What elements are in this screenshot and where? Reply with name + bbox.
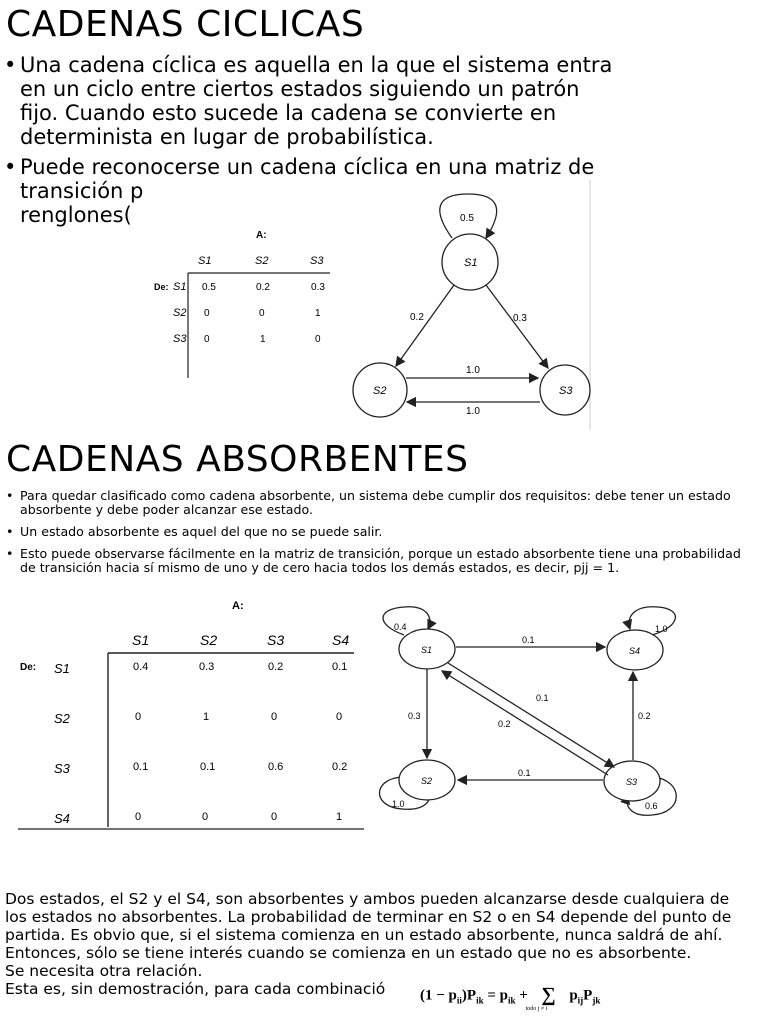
bullet-line: • Para quedar clasificado como cadena absorbente, un sistema debe cumplir dos requisitos: debe tener un estado <box>20 488 731 503</box>
bullet-line: fijo. Cuando esto sucede la cadena se convierte en <box>20 101 557 125</box>
matrix-caption: A: <box>232 600 244 612</box>
formula-part: P <box>583 987 593 1004</box>
matrix-cell: 0.4 <box>133 661 149 673</box>
matrix-cell: 0.5 <box>202 282 216 293</box>
state-label: S2 <box>373 385 387 397</box>
edge-label: 0.1 <box>522 635 535 645</box>
matrix-cell: 0.3 <box>199 661 215 673</box>
edge-label: 1.0 <box>655 624 668 634</box>
formula-part: ik <box>507 995 516 1006</box>
matrix-cell: 0 <box>259 308 265 319</box>
matrix-cell: 0 <box>204 334 210 345</box>
matrix-col-header: S1 <box>198 255 212 267</box>
matrix-col-header: S3 <box>267 632 285 648</box>
bullet-line: • Un estado absorbente es aquel del que no se puede salir. <box>20 524 383 539</box>
matrix-cell: 0.1 <box>133 761 149 773</box>
matrix-cell: 0.1 <box>200 761 216 773</box>
formula-part: jk <box>592 995 601 1006</box>
paragraph-line: Dos estados, el S2 y el S4, son absorbentes y ambos pueden alcanzarse desde cualquiera de <box>5 890 730 908</box>
matrix-cell: 0.2 <box>268 661 284 673</box>
bullet-line: absorbente y debe poder alcanzar ese estado. <box>20 502 313 517</box>
paragraph-line: partida. Es obvio que, si el sistema comienza en un estado absorbente, nunca saldrá de ahí. <box>5 926 723 944</box>
matrix-row-label: S1 <box>54 661 70 676</box>
matrix-row-prefix: De: <box>154 282 169 292</box>
edge-s3-s1 <box>442 671 608 775</box>
edge-label: 0.3 <box>513 313 527 324</box>
bullet-line: en un ciclo entre ciertos estados siguiendo un patrón <box>20 77 580 101</box>
matrix-cell: 0 <box>135 811 142 823</box>
matrix-col-header: S2 <box>200 632 218 648</box>
absorption-formula <box>420 984 601 1012</box>
matrix-caption: A: <box>256 230 267 241</box>
matrix-cell: 0.2 <box>332 761 348 773</box>
matrix-cell: 0 <box>336 711 343 723</box>
absorbing-bullet-2 <box>0 525 762 539</box>
state-label: S3 <box>626 777 638 787</box>
absorbing-bullet-3 <box>0 547 762 575</box>
matrix-cell: 0.1 <box>332 661 348 673</box>
formula-part: p <box>569 987 578 1004</box>
sigma-symbol: ∑ <box>541 984 556 1006</box>
matrix-row-label: S3 <box>173 333 187 345</box>
edge-label: 0.5 <box>460 213 474 224</box>
bullet-line: de transición hacia sí mismo de uno y de cero hacia todos los demás estados, es decir, pjj = 1. <box>20 560 620 575</box>
edge-label: 0.2 <box>638 711 651 721</box>
cyclic-matrix-image <box>140 222 340 382</box>
state-label: S1 <box>421 645 433 655</box>
matrix-col-header: S2 <box>255 255 269 267</box>
paragraph-line: los estados no absorbentes. La probabilidad de terminar en S2 o en S4 depende del punto de <box>5 908 732 926</box>
state-label: S3 <box>559 385 573 397</box>
edge-label: 0.2 <box>410 312 424 323</box>
formula-part: = p <box>483 987 508 1004</box>
summation-label: todo j ≠ i <box>525 1006 548 1012</box>
edge-s1-s3 <box>448 663 614 767</box>
edge-label: 1.0 <box>392 799 405 809</box>
state-label: S4 <box>629 646 641 656</box>
matrix-cell: 0.6 <box>268 761 284 773</box>
matrix-row-label: S2 <box>54 711 70 726</box>
bullet-line: determinista en lugar de probabilística. <box>20 125 434 149</box>
edge-label: 0.1 <box>518 768 531 778</box>
formula-part: ij <box>577 995 584 1006</box>
bullet-line: transición p <box>20 179 144 203</box>
absorbing-bullet-list <box>0 489 762 583</box>
matrix-col-header: S3 <box>310 255 324 267</box>
absorbing-bullet-1 <box>0 489 762 517</box>
matrix-cell: 1 <box>203 711 210 723</box>
absorbing-state-diagram <box>370 605 690 825</box>
matrix-row-label: S3 <box>54 761 70 776</box>
cyclic-title: CADENAS CICLICAS <box>6 4 365 45</box>
cyclic-bullet-1 <box>0 53 760 149</box>
matrix-col-header: S1 <box>132 632 150 648</box>
matrix-cell: 0 <box>204 308 210 319</box>
paragraph-line: Esta es, sin demostración, para cada combinació <box>5 980 386 998</box>
paragraph-line: Entonces, sólo se tiene interés cuando se comienza en un estado que no es absorbente. <box>5 944 692 962</box>
matrix-cell: 1 <box>315 308 321 319</box>
absorbing-title: CADENAS ABSORBENTES <box>6 439 469 480</box>
state-label: S2 <box>421 776 433 786</box>
edge-label: 1.0 <box>466 406 480 417</box>
matrix-row-label: S1 <box>173 281 187 293</box>
matrix-cell: 0 <box>271 711 278 723</box>
edge-label: 0.3 <box>408 711 421 721</box>
edge-label: 0.2 <box>498 719 511 729</box>
matrix-row-label: S2 <box>173 307 187 319</box>
cyclic-state-diagram <box>340 180 600 430</box>
formula-part: )P <box>461 987 477 1004</box>
bullet-line: • Una cadena cíclica es aquella en la que el sistema entra <box>20 53 613 77</box>
formula-part: ii <box>456 995 462 1006</box>
formula-part: (1 − p <box>420 987 457 1004</box>
matrix-cell: 0 <box>202 811 209 823</box>
absorbing-matrix-image <box>14 595 370 835</box>
matrix-cell: 0.3 <box>311 282 325 293</box>
summation <box>525 984 566 1012</box>
matrix-cell: 0 <box>135 711 142 723</box>
edge-label: 0.4 <box>394 622 407 632</box>
matrix-cell: 0 <box>271 811 278 823</box>
matrix-cell: 1 <box>336 811 343 823</box>
paragraph-line: Se necesita otra relación. <box>5 962 203 980</box>
bullet-line: • Esto puede observarse fácilmente en la matriz de transición, porque un estado absorbente tiene una probabilidad <box>20 546 741 561</box>
edge-label: 1.0 <box>466 365 480 376</box>
matrix-row-prefix: De: <box>20 662 37 673</box>
matrix-row-label: S4 <box>54 811 70 826</box>
matrix-cell: 0.2 <box>256 282 270 293</box>
edge-label: 0.6 <box>645 801 658 811</box>
bullet-line: • Puede reconocerse un cadena cíclica en una matriz de <box>20 155 595 179</box>
edge-label: 0.1 <box>536 693 549 703</box>
matrix-cell: 1 <box>260 334 266 345</box>
bullet-line: renglones( <box>20 203 132 227</box>
matrix-col-header: S4 <box>332 632 350 648</box>
matrix-cell: 0 <box>315 334 321 345</box>
formula-part: + <box>515 987 532 1004</box>
explanation-paragraph <box>5 890 767 998</box>
state-label: S1 <box>464 257 478 269</box>
formula-part: ik <box>476 995 484 1006</box>
